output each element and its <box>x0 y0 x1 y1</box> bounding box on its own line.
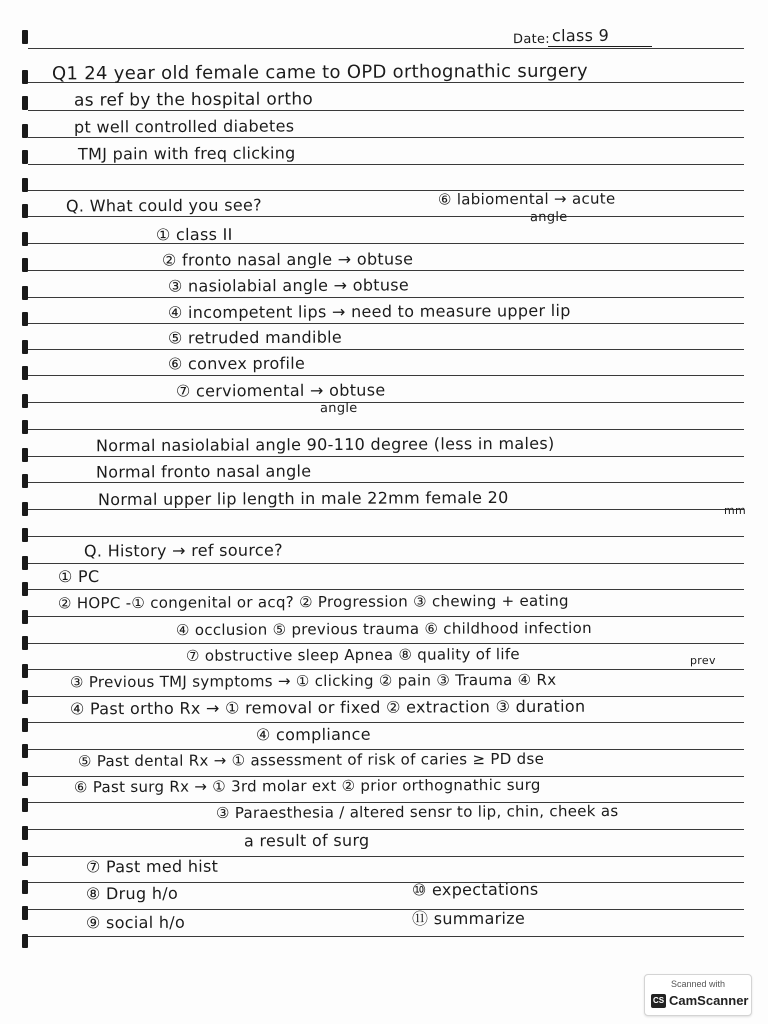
binding-hole <box>22 124 28 138</box>
question-history: Q. History → ref source? <box>83 540 283 561</box>
ruled-line <box>28 536 744 537</box>
history-item-10: ⑩ expectations <box>411 879 539 900</box>
binding-hole <box>22 150 28 164</box>
case-line-1: Q1 24 year old female came to OPD orthognathic surgery <box>51 60 588 85</box>
binding-hole <box>22 798 28 812</box>
binding-hole <box>22 394 28 408</box>
binding-hole <box>22 880 28 894</box>
ruled-line <box>28 563 744 564</box>
ruled-line <box>28 482 744 483</box>
date-value: class 9 <box>551 25 610 46</box>
history-item-6c: a result of surg <box>243 830 370 851</box>
history-item-2c: ⑦ obstructive sleep Apnea ⑧ quality of life <box>185 645 520 665</box>
binding-hole <box>22 312 28 326</box>
ruled-line <box>28 829 744 830</box>
normal-line-2: Normal fronto nasal angle <box>95 461 312 482</box>
ruled-line <box>28 882 744 883</box>
history-item-11: ⑪ summarize <box>411 908 526 929</box>
side-item-sub: angle <box>529 209 568 226</box>
see-item-1: ① class II <box>155 224 233 245</box>
binding-hole <box>22 582 28 596</box>
case-line-3: pt well controlled diabetes <box>73 116 295 137</box>
binding-hole <box>22 258 28 272</box>
history-item-8: ⑧ Drug h/o <box>85 883 179 904</box>
ruled-line <box>28 669 744 670</box>
binding-hole <box>22 366 28 380</box>
see-item-7: ⑦ cerviomental → obtuse <box>175 380 386 401</box>
binding-hole <box>22 96 28 110</box>
history-item-5: ⑤ Past dental Rx → ① assessment of risk of caries ≥ PD dse <box>77 749 545 771</box>
case-line-2: as ref by the hospital ortho <box>73 89 314 111</box>
ruled-line <box>28 349 744 350</box>
binding-hole <box>22 204 28 218</box>
see-item-3: ③ nasiolabial angle → obtuse <box>167 275 410 296</box>
date-label: Date: <box>512 31 550 48</box>
ruled-line <box>28 243 744 244</box>
binding-hole <box>22 232 28 246</box>
ruled-line <box>28 589 744 590</box>
ruled-line <box>28 297 744 298</box>
history-item-9: ⑨ social h/o <box>85 912 186 933</box>
ruled-line <box>28 402 744 403</box>
normal-line-3: Normal upper lip length in male 22mm female 20 <box>97 487 509 510</box>
history-item-1: ① PC <box>57 566 100 587</box>
camscanner-watermark <box>644 974 752 1016</box>
case-line-4: TMJ pain with freq clicking <box>77 143 296 164</box>
ruled-line <box>28 270 744 271</box>
history-item-2: ② HOPC -① congenital or acq? ② Progression ③ chewing + eating <box>57 591 569 613</box>
ruled-line <box>28 936 744 937</box>
binding-hole <box>22 528 28 542</box>
camscanner-logo-icon: CS <box>651 994 666 1008</box>
ruled-line <box>28 456 744 457</box>
binding-hole <box>22 718 28 732</box>
history-item-4: ④ Past ortho Rx → ① removal or fixed ② extraction ③ duration <box>69 696 586 719</box>
ruled-line <box>28 429 744 430</box>
history-item-2b: ④ occlusion ⑤ previous trauma ⑥ childhood infection <box>175 618 592 640</box>
binding-hole <box>22 664 28 678</box>
normal-line-1: Normal nasiolabial angle 90-110 degree (less in males) <box>95 433 555 456</box>
see-item-4: ④ incompetent lips → need to measure upper lip <box>167 300 571 323</box>
ruled-line <box>28 137 744 138</box>
history-item-7: ⑦ Past med hist <box>85 856 219 877</box>
side-item-labiomental: ⑥ labiomental → acute <box>437 189 616 209</box>
see-item-5: ⑤ retruded mandible <box>167 327 343 348</box>
history-item-6b: ③ Paraesthesia / altered sensr to lip, chin, cheek as <box>215 801 619 823</box>
binding-hole <box>22 934 28 948</box>
ruled-line <box>28 216 744 217</box>
binding-hole <box>22 178 28 192</box>
binding-hole <box>22 772 28 786</box>
see-item-6: ⑥ convex profile <box>167 353 306 374</box>
binding-hole <box>22 286 28 300</box>
normal-line-3-unit: mm <box>723 503 747 518</box>
ruled-line <box>28 190 744 191</box>
ruled-line <box>28 164 744 165</box>
see-item-7-sub: angle <box>319 400 358 417</box>
binding-hole <box>22 502 28 516</box>
binding-hole <box>22 474 28 488</box>
binding-hole <box>22 420 28 434</box>
prev-note: prev <box>689 653 716 668</box>
ruled-line <box>28 616 744 617</box>
ruled-line <box>28 323 744 324</box>
binding-hole <box>22 690 28 704</box>
history-item-3: ③ Previous TMJ symptoms → ① clicking ② pain ③ Trauma ④ Rx <box>69 670 557 692</box>
ruled-line <box>28 375 744 376</box>
binding-hole <box>22 340 28 354</box>
binding-hole <box>22 744 28 758</box>
see-item-2: ② fronto nasal angle → obtuse <box>161 249 414 270</box>
binding-hole <box>22 448 28 462</box>
binding-hole <box>22 556 28 570</box>
binding-hole <box>22 852 28 866</box>
ruled-line <box>28 643 744 644</box>
watermark-top-text: Scanned with <box>670 979 726 989</box>
watermark-name: CamScanner <box>669 993 749 1008</box>
ruled-line <box>28 722 744 723</box>
binding-hole <box>22 636 28 650</box>
binding-hole <box>22 30 28 44</box>
date-underline <box>548 46 652 47</box>
history-item-4b: ④ compliance <box>255 724 371 745</box>
binding-hole <box>22 826 28 840</box>
question-see: Q. What could you see? <box>65 195 262 216</box>
ruled-line <box>28 48 744 49</box>
binding-hole <box>22 610 28 624</box>
ruled-line <box>28 509 744 510</box>
history-item-6: ⑥ Past surg Rx → ① 3rd molar ext ② prior orthognathic surg <box>73 775 541 797</box>
binding-hole <box>22 70 28 84</box>
ruled-line <box>28 909 744 910</box>
binding-hole <box>22 906 28 920</box>
